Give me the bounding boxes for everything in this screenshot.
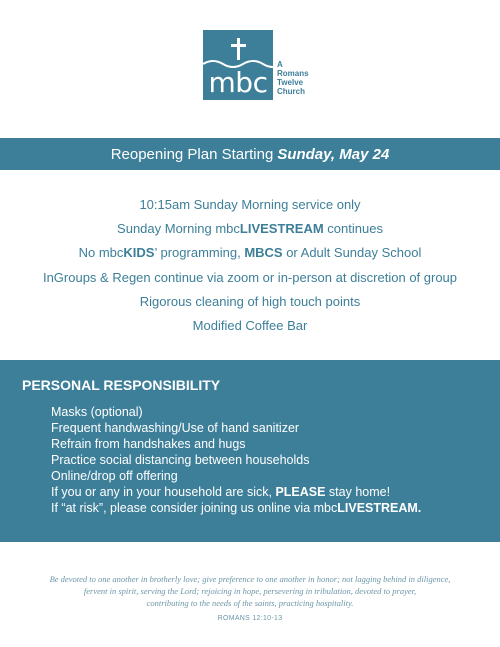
responsibility-item xyxy=(51,436,421,452)
line-text: Frequent handwashing/Use of hand sanitizer xyxy=(51,421,300,435)
emphasis-text: KIDS xyxy=(123,245,155,261)
responsibility-item xyxy=(51,452,421,468)
plan-item xyxy=(0,220,500,244)
reopening-banner xyxy=(0,138,500,170)
emphasis-text: MBCS xyxy=(244,245,283,261)
banner-date: Sunday, May 24 xyxy=(277,145,390,163)
quote-line: fervent in spirit, serving the Lord; rejoicing in hope, persevering in tribulation, devoted to prayer, xyxy=(83,586,417,596)
emphasis-text: PLEASE xyxy=(275,485,326,499)
line-text: InGroups & Regen continue via zoom or in-person at discretion of group xyxy=(42,269,458,285)
line-text: If you or any in your household are sick, xyxy=(51,485,276,499)
responsibility-item xyxy=(51,420,421,436)
section-title: PERSONAL RESPONSIBILITY xyxy=(22,377,221,393)
line-text: Sunday Morning mbc xyxy=(117,221,240,237)
line-text: Online/drop off offering xyxy=(51,469,178,483)
responsibility-item xyxy=(51,500,421,516)
quote-line: contributing to the needs of the saints, practicing hospitality. xyxy=(146,598,354,608)
line-text: Refrain from handshakes and hugs xyxy=(51,437,246,451)
emphasis-text: LIVESTREAM xyxy=(239,221,324,237)
church-logo xyxy=(203,30,273,100)
line-text: If “at risk”, please consider joining us online via mbc xyxy=(51,501,338,515)
logo-text: mbc xyxy=(208,66,268,99)
responsibility-item xyxy=(51,468,421,484)
plan-item xyxy=(0,293,500,317)
responsibility-item xyxy=(51,404,421,420)
responsibility-item xyxy=(51,484,421,500)
scripture-reference: ROMANS 12:10-13 xyxy=(217,615,283,622)
responsibility-list xyxy=(51,404,421,516)
reopening-plan-list xyxy=(0,196,500,341)
line-text: continues xyxy=(323,221,383,237)
banner-prefix: Reopening Plan Starting xyxy=(110,145,274,163)
plan-item xyxy=(0,244,500,268)
plan-item xyxy=(0,269,500,293)
line-text: Practice social distancing between households xyxy=(51,453,310,467)
emphasis-text: LIVESTREAM. xyxy=(337,501,422,515)
plan-item xyxy=(0,317,500,341)
quote-line: Be devoted to one another in brotherly love; give preference to one another in honor; not lagging behind in diligence, xyxy=(49,574,451,584)
line-text: Rigorous cleaning of high touch points xyxy=(139,293,361,309)
line-text: or Adult Sunday School xyxy=(282,245,422,261)
personal-responsibility-section xyxy=(0,360,500,542)
line-text: stay home! xyxy=(325,485,391,499)
line-text: 10:15am Sunday Morning service only xyxy=(139,197,361,212)
line-text: Modified Coffee Bar xyxy=(192,317,308,333)
logo-tagline: A Romans Twelve Church xyxy=(277,60,309,96)
line-text: Masks (optional) xyxy=(51,405,143,419)
scripture-quote xyxy=(40,573,460,609)
line-text: ’ programming, xyxy=(154,245,245,261)
line-text: No mbc xyxy=(78,245,124,261)
plan-item xyxy=(0,196,500,220)
